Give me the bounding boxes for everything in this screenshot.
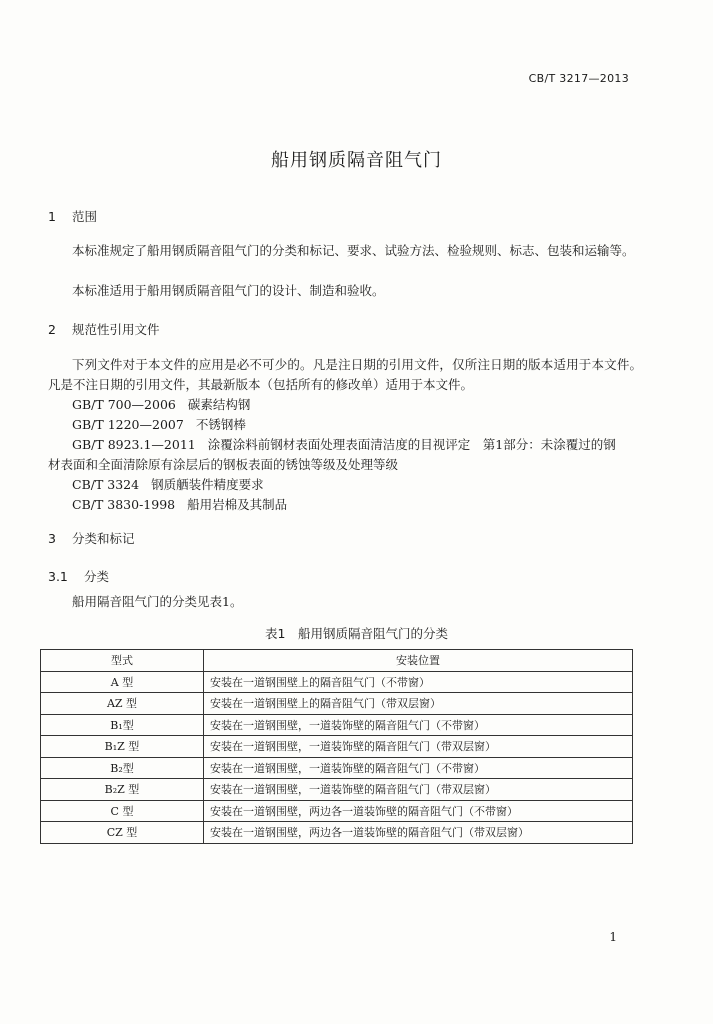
page-number: 1 <box>609 930 617 944</box>
type-cell: B₁型 <box>41 714 204 736</box>
location-cell: 安装在一道钢围壁，两边各一道装饰壁的隔音阻气门（不带窗） <box>204 800 633 822</box>
table-header-row <box>41 650 633 672</box>
section-heading-normative <box>48 320 160 338</box>
reference-item <box>72 415 246 435</box>
location-cell: 安装在一道钢围壁，一道装饰壁的隔音阻气门（不带窗） <box>204 714 633 736</box>
reference-item <box>72 495 287 515</box>
section-title: 分类和标记 <box>72 531 135 546</box>
normative-intro: 下列文件对于本文件的应用是必不可少的。凡是注日期的引用文件，仅所注日期的版本适用于本文件。凡是不注日期的引用文件，其最新版本（包括所有的修改单）适用于本文件。 <box>48 357 642 392</box>
classification-text: 船用隔音阻气门的分类见表1。 <box>72 594 243 609</box>
table-row <box>41 822 633 844</box>
table-row <box>41 736 633 758</box>
table-caption: 表1 船用钢质隔音阻气门的分类 <box>265 626 448 641</box>
type-cell: B₂Z 型 <box>41 779 204 801</box>
document-title: 船用钢质隔音阻气门 <box>271 150 442 171</box>
table-row <box>41 693 633 715</box>
reference-code: GB/T 8923.1—2011 <box>72 437 196 452</box>
reference-code: CB/T 3324 <box>72 477 140 492</box>
section-heading-scope <box>48 207 97 225</box>
table-row <box>41 800 633 822</box>
location-cell: 安装在一道钢围壁，一道装饰壁的隔音阻气门（带双层窗） <box>204 736 633 758</box>
section-number: 3 <box>48 531 56 546</box>
location-cell: 安装在一道钢围壁，一道装饰壁的隔音阻气门（带双层窗） <box>204 779 633 801</box>
scope-paragraph-1: 本标准规定了船用钢质隔音阻气门的分类和标记、要求、试验方法、检验规则、标志、包装和运输等。 <box>72 243 635 258</box>
subsection-heading-types <box>48 567 109 585</box>
reference-continuation: 材表面和全面清除原有涂层后的钢板表面的锈蚀等级及处理等级 <box>48 457 399 472</box>
type-cell: B₁Z 型 <box>41 736 204 758</box>
section-number: 2 <box>48 322 56 337</box>
classification-table <box>40 649 633 844</box>
reference-item <box>72 435 616 455</box>
scope-paragraph-2: 本标准适用于船用钢质隔音阻气门的设计、制造和验收。 <box>72 283 385 298</box>
section-title: 范围 <box>72 209 98 224</box>
column-header-location: 安装位置 <box>204 650 633 672</box>
reference-item <box>72 395 250 415</box>
type-cell: AZ 型 <box>41 693 204 715</box>
reference-item <box>72 475 264 495</box>
section-title: 分类 <box>84 569 110 584</box>
reference-title: 涂覆涂料前钢材表面处理表面清洁度的目视评定 第1部分：未涂覆过的钢 <box>207 437 616 452</box>
table-row <box>41 757 633 779</box>
reference-title: 不锈钢棒 <box>195 417 246 432</box>
table-row <box>41 671 633 693</box>
reference-code: GB/T 1220—2007 <box>72 417 184 432</box>
reference-code: GB/T 700—2006 <box>72 397 176 412</box>
section-title: 规范性引用文件 <box>72 322 160 337</box>
column-header-type: 型式 <box>41 650 204 672</box>
type-cell: A 型 <box>41 671 204 693</box>
section-heading-classification <box>48 529 135 547</box>
section-number: 3.1 <box>48 569 68 584</box>
type-cell: B₂型 <box>41 757 204 779</box>
location-cell: 安装在一道钢围壁，两边各一道装饰壁的隔音阻气门（带双层窗） <box>204 822 633 844</box>
location-cell: 安装在一道钢围壁上的隔音阻气门（不带窗） <box>204 671 633 693</box>
reference-title: 碳素结构钢 <box>187 397 251 412</box>
standard-code: CB/T 3217—2013 <box>528 72 629 85</box>
reference-title: 钢质舾装件精度要求 <box>151 477 264 492</box>
type-cell: C 型 <box>41 800 204 822</box>
reference-code: CB/T 3830-1998 <box>72 497 176 512</box>
section-number: 1 <box>48 209 56 224</box>
type-cell: CZ 型 <box>41 822 204 844</box>
location-cell: 安装在一道钢围壁上的隔音阻气门（带双层窗） <box>204 693 633 715</box>
table-row <box>41 779 633 801</box>
location-cell: 安装在一道钢围壁，一道装饰壁的隔音阻气门（不带窗） <box>204 757 633 779</box>
table-row <box>41 714 633 736</box>
reference-title: 船用岩棉及其制品 <box>187 497 288 512</box>
